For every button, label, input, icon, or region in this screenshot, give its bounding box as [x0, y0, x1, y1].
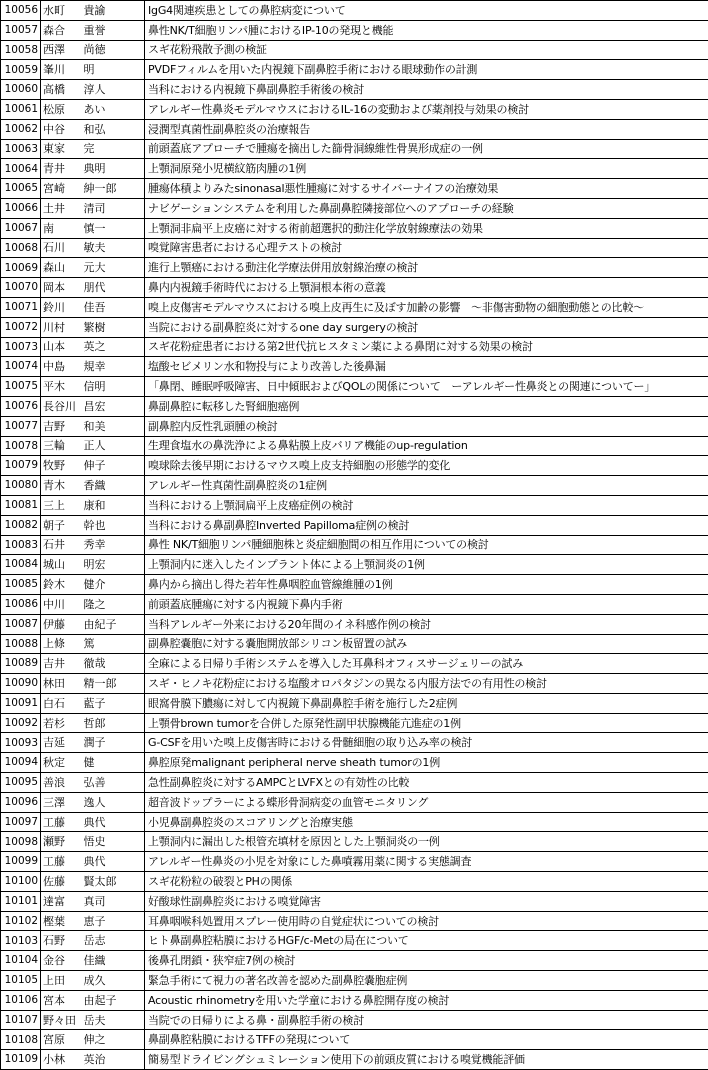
abstract-number: 10095	[1, 773, 41, 793]
author-given-name: 典代	[82, 812, 145, 832]
table-row	[1, 535, 708, 555]
table-row	[1, 99, 708, 119]
abstract-number: 10105	[1, 971, 41, 991]
abstract-number: 10062	[1, 119, 41, 139]
author-family-name: 白石	[41, 693, 82, 713]
table-row	[1, 357, 708, 377]
abstract-number: 10072	[1, 317, 41, 337]
table-row	[1, 971, 708, 991]
abstract-number: 10057	[1, 20, 41, 40]
author-family-name: 吉野	[41, 416, 82, 436]
author-family-name: 高橋	[41, 80, 82, 100]
abstract-title: 当科アレルギー外来における20年間のイネ科感作例の検討	[145, 614, 708, 634]
abstract-title: 鼻副鼻腔粘膜におけるTFFの発現について	[145, 1030, 708, 1050]
abstract-number: 10100	[1, 872, 41, 892]
author-family-name: 三上	[41, 495, 82, 515]
table-row	[1, 594, 708, 614]
abstract-title: 上顎洞原発小児横紋筋肉腫の1例	[145, 159, 708, 179]
abstract-number: 10094	[1, 753, 41, 773]
abstract-number: 10085	[1, 575, 41, 595]
abstract-title: ヒト鼻副鼻腔粘膜におけるHGF/c-Metの局在について	[145, 931, 708, 951]
author-given-name: 香織	[82, 476, 145, 496]
abstract-number: 10077	[1, 416, 41, 436]
abstract-number: 10108	[1, 1030, 41, 1050]
abstract-title: 上顎骨brown tumorを合併した原発性副甲状腺機能亢進症の1例	[145, 713, 708, 733]
author-family-name: 善浪	[41, 773, 82, 793]
abstract-number: 10080	[1, 476, 41, 496]
table-row	[1, 575, 708, 595]
table-row	[1, 990, 708, 1010]
author-given-name: 明宏	[82, 555, 145, 575]
abstract-number: 10082	[1, 515, 41, 535]
table-row	[1, 852, 708, 872]
abstract-number: 10058	[1, 40, 41, 60]
abstract-number: 10088	[1, 634, 41, 654]
author-given-name: 和美	[82, 416, 145, 436]
author-family-name: 東家	[41, 139, 82, 159]
abstract-number: 10059	[1, 60, 41, 80]
author-family-name: 青井	[41, 159, 82, 179]
author-given-name: 賢太郎	[82, 872, 145, 892]
abstract-number: 10090	[1, 674, 41, 694]
author-given-name: あい	[82, 99, 145, 119]
table-row	[1, 654, 708, 674]
author-given-name: 重誉	[82, 20, 145, 40]
abstract-title: IgG4関連疾患としての鼻腔病変について	[145, 1, 708, 21]
author-given-name: 元大	[82, 258, 145, 278]
author-given-name: 佳織	[82, 951, 145, 971]
abstract-title: 鼻副鼻腔に転移した腎細胞癌例	[145, 396, 708, 416]
author-family-name: 朝子	[41, 515, 82, 535]
author-family-name: 青木	[41, 476, 82, 496]
abstract-title: アレルギー性真菌性副鼻腔炎の1症例	[145, 476, 708, 496]
author-family-name: 宮原	[41, 1030, 82, 1050]
author-given-name: 藍子	[82, 693, 145, 713]
author-family-name: 伊藤	[41, 614, 82, 634]
abstract-title: 上顎洞内に迷入したインプラント体による上顎洞炎の1例	[145, 555, 708, 575]
author-given-name: 逸人	[82, 792, 145, 812]
table-row	[1, 495, 708, 515]
abstract-number: 10101	[1, 891, 41, 911]
author-family-name: 川村	[41, 317, 82, 337]
abstract-list-body	[1, 1, 708, 1070]
author-family-name: 松原	[41, 99, 82, 119]
author-given-name: 真司	[82, 891, 145, 911]
author-family-name: 城山	[41, 555, 82, 575]
abstract-title: 鼻内から摘出し得た若年性鼻咽腔血管線維腫の1例	[145, 575, 708, 595]
abstract-title: 嗅球除去後早期におけるマウス嗅上皮支持細胞の形態学的変化	[145, 456, 708, 476]
author-family-name: 南	[41, 218, 82, 238]
table-row	[1, 713, 708, 733]
table-row	[1, 872, 708, 892]
table-row	[1, 258, 708, 278]
abstract-title: 後鼻孔閉鎖・狭窄症7例の検討	[145, 951, 708, 971]
author-family-name: 西澤	[41, 40, 82, 60]
table-row	[1, 396, 708, 416]
abstract-title: 副鼻腔嚢胞に対する嚢胞開放部シリコン板留置の試み	[145, 634, 708, 654]
author-family-name: 宮本	[41, 990, 82, 1010]
abstract-title: スギ花粉症患者における第2世代抗ヒスタミン薬による鼻閉に対する効果の検討	[145, 337, 708, 357]
table-row	[1, 139, 708, 159]
author-given-name: 紳一郎	[82, 179, 145, 199]
table-row	[1, 337, 708, 357]
author-family-name: 上條	[41, 634, 82, 654]
author-given-name: 康和	[82, 495, 145, 515]
abstract-number: 10076	[1, 396, 41, 416]
abstract-title: 副鼻腔内反性乳頭腫の検討	[145, 416, 708, 436]
table-row	[1, 951, 708, 971]
table-row	[1, 60, 708, 80]
table-row	[1, 297, 708, 317]
author-family-name: 吉延	[41, 733, 82, 753]
abstract-title: スギ花粉飛散予測の検証	[145, 40, 708, 60]
author-family-name: 土井	[41, 198, 82, 218]
table-row	[1, 416, 708, 436]
author-given-name: 弘善	[82, 773, 145, 793]
author-given-name: 朋代	[82, 278, 145, 298]
author-given-name: 慎一	[82, 218, 145, 238]
abstract-number: 10098	[1, 832, 41, 852]
author-given-name: 潤子	[82, 733, 145, 753]
author-given-name: 篤	[82, 634, 145, 654]
author-family-name: 吉井	[41, 654, 82, 674]
abstract-number: 10069	[1, 258, 41, 278]
abstract-title: 当科における上顎洞扁平上皮癌症例の検討	[145, 495, 708, 515]
abstract-number: 10079	[1, 456, 41, 476]
abstract-number: 10103	[1, 931, 41, 951]
author-family-name: 水町	[41, 1, 82, 21]
author-given-name: 健	[82, 753, 145, 773]
author-given-name: 繁樹	[82, 317, 145, 337]
author-family-name: 鈴川	[41, 297, 82, 317]
author-given-name: 恵子	[82, 911, 145, 931]
author-family-name: 石野	[41, 931, 82, 951]
abstract-title: Acoustic rhinometryを用いた学童における鼻腔開存度の検討	[145, 990, 708, 1010]
table-row	[1, 515, 708, 535]
table-row	[1, 792, 708, 812]
abstract-number: 10102	[1, 911, 41, 931]
abstract-title: 急性副鼻腔炎に対するAMPCとLVFXとの有効性の比較	[145, 773, 708, 793]
table-row	[1, 1030, 708, 1050]
abstract-number: 10067	[1, 218, 41, 238]
abstract-number: 10065	[1, 179, 41, 199]
author-family-name: 三輪	[41, 436, 82, 456]
abstract-title: 眼窩骨膜下膿瘍に対して内視鏡下鼻副鼻腔手術を施行した2症例	[145, 693, 708, 713]
table-row	[1, 1010, 708, 1030]
table-row	[1, 317, 708, 337]
author-family-name: 森山	[41, 258, 82, 278]
author-given-name: 和弘	[82, 119, 145, 139]
author-family-name: 工藤	[41, 812, 82, 832]
abstract-title: 当院における副鼻腔炎に対するone day surgeryの検討	[145, 317, 708, 337]
abstract-title: 鼻性NK/T細胞リンパ腫におけるIP-10の発現と機能	[145, 20, 708, 40]
abstract-title: 進行上顎癌における動注化学療法併用放射線治療の検討	[145, 258, 708, 278]
abstract-number: 10081	[1, 495, 41, 515]
abstract-title: 鼻性 NK/T細胞リンパ腫細胞株と炎症細胞間の相互作用についての検討	[145, 535, 708, 555]
table-row	[1, 911, 708, 931]
author-given-name: 隆之	[82, 594, 145, 614]
table-row	[1, 555, 708, 575]
table-row	[1, 218, 708, 238]
table-row	[1, 832, 708, 852]
author-family-name: 岡本	[41, 278, 82, 298]
table-row	[1, 753, 708, 773]
author-family-name: 中谷	[41, 119, 82, 139]
author-family-name: 平木	[41, 377, 82, 397]
abstract-number: 10071	[1, 297, 41, 317]
table-row	[1, 891, 708, 911]
abstract-title: 前頭蓋底腫瘍に対する内視鏡下鼻内手術	[145, 594, 708, 614]
abstract-title: スギ・ヒノキ花粉症における塩酸オロパタジンの異なる内服方法での有用性の検討	[145, 674, 708, 694]
author-family-name: 野々田	[41, 1010, 82, 1030]
table-row	[1, 812, 708, 832]
abstract-number: 10060	[1, 80, 41, 100]
author-given-name: 伸之	[82, 1030, 145, 1050]
author-given-name: 英之	[82, 337, 145, 357]
author-family-name: 峯川	[41, 60, 82, 80]
author-given-name: 清司	[82, 198, 145, 218]
abstract-title: 当科における鼻副鼻腔Inverted Papilloma症例の検討	[145, 515, 708, 535]
table-row	[1, 1050, 708, 1070]
table-row	[1, 179, 708, 199]
author-family-name: 達富	[41, 891, 82, 911]
author-given-name: 哲郎	[82, 713, 145, 733]
author-given-name: 信明	[82, 377, 145, 397]
abstract-number: 10070	[1, 278, 41, 298]
author-family-name: 三澤	[41, 792, 82, 812]
abstract-title: 鼻内内視鏡手術時代における上顎洞根本術の意義	[145, 278, 708, 298]
abstract-title: 鼻腔原発malignant peripheral nerve sheath tumorの1例	[145, 753, 708, 773]
author-given-name: 成久	[82, 971, 145, 991]
author-family-name: 鈴木	[41, 575, 82, 595]
author-given-name: 貴諭	[82, 1, 145, 21]
author-given-name: 幹也	[82, 515, 145, 535]
author-family-name: 若杉	[41, 713, 82, 733]
abstract-title: 当科における内視鏡下鼻副鼻腔手術後の検討	[145, 80, 708, 100]
abstract-number: 10061	[1, 99, 41, 119]
author-family-name: 山本	[41, 337, 82, 357]
abstract-number: 10087	[1, 614, 41, 634]
author-given-name: 岳夫	[82, 1010, 145, 1030]
table-row	[1, 733, 708, 753]
abstract-number: 10097	[1, 812, 41, 832]
abstract-number: 10063	[1, 139, 41, 159]
abstract-title: 「鼻閉、睡眠呼吸障害、日中傾眠およびQOLの関係について ーアレルギー性鼻炎との関連についてー」	[145, 377, 708, 397]
abstract-number: 10099	[1, 852, 41, 872]
abstract-title: 嗅上皮傷害モデルマウスにおける嗅上皮再生に及ぼす加齢の影響 ～非傷害動物の細胞動態との比較～	[145, 297, 708, 317]
abstract-number: 10093	[1, 733, 41, 753]
author-family-name: 宮崎	[41, 179, 82, 199]
abstract-title: 好酸球性副鼻腔炎における嗅覚障害	[145, 891, 708, 911]
abstract-number: 10092	[1, 713, 41, 733]
table-row	[1, 693, 708, 713]
table-row	[1, 614, 708, 634]
table-row	[1, 119, 708, 139]
author-family-name: 金谷	[41, 951, 82, 971]
table-row	[1, 377, 708, 397]
abstract-number: 10107	[1, 1010, 41, 1030]
author-given-name: 由紀子	[82, 614, 145, 634]
author-given-name: 正人	[82, 436, 145, 456]
table-row	[1, 931, 708, 951]
author-family-name: 瀬野	[41, 832, 82, 852]
author-family-name: 樫葉	[41, 911, 82, 931]
abstract-title: PVDFフィルムを用いた内視鏡下副鼻腔手術における眼球動作の計測	[145, 60, 708, 80]
table-row	[1, 80, 708, 100]
abstract-number: 10109	[1, 1050, 41, 1070]
author-family-name: 林田	[41, 674, 82, 694]
author-given-name: 淳人	[82, 80, 145, 100]
author-given-name: 典明	[82, 159, 145, 179]
author-given-name: 悟史	[82, 832, 145, 852]
author-given-name: 尚徳	[82, 40, 145, 60]
abstract-title: スギ花粉粒の破裂とPHの関係	[145, 872, 708, 892]
table-row	[1, 436, 708, 456]
abstract-number: 10064	[1, 159, 41, 179]
abstract-number: 10084	[1, 555, 41, 575]
abstract-number: 10106	[1, 990, 41, 1010]
author-given-name: 岳志	[82, 931, 145, 951]
table-row	[1, 456, 708, 476]
author-given-name: 典代	[82, 852, 145, 872]
abstract-number: 10096	[1, 792, 41, 812]
abstract-title: 小児鼻副鼻腔炎のスコアリングと治療実態	[145, 812, 708, 832]
table-row	[1, 1, 708, 21]
author-given-name: 英治	[82, 1050, 145, 1070]
table-row	[1, 159, 708, 179]
author-family-name: 工藤	[41, 852, 82, 872]
author-family-name: 秋定	[41, 753, 82, 773]
author-family-name: 中島	[41, 357, 82, 377]
table-row	[1, 674, 708, 694]
abstract-number: 10066	[1, 198, 41, 218]
author-given-name: 昌宏	[82, 396, 145, 416]
author-family-name: 中川	[41, 594, 82, 614]
author-family-name: 小林	[41, 1050, 82, 1070]
abstract-number: 10056	[1, 1, 41, 21]
abstract-title: 当院での日帰りによる鼻・副鼻腔手術の検討	[145, 1010, 708, 1030]
table-row	[1, 476, 708, 496]
abstract-number: 10073	[1, 337, 41, 357]
abstract-title: アレルギー性鼻炎の小児を対象にした鼻噴霧用薬に関する実態調査	[145, 852, 708, 872]
author-given-name: 由起子	[82, 990, 145, 1010]
table-row	[1, 773, 708, 793]
table-row	[1, 278, 708, 298]
abstract-title: 上顎洞非扁平上皮癌に対する術前超選択的動注化学放射線療法の効果	[145, 218, 708, 238]
abstract-number: 10083	[1, 535, 41, 555]
abstract-number: 10091	[1, 693, 41, 713]
author-given-name: 伸子	[82, 456, 145, 476]
abstract-title: 浸潤型真菌性副鼻腔炎の治療報告	[145, 119, 708, 139]
author-given-name: 精一郎	[82, 674, 145, 694]
author-family-name: 佐藤	[41, 872, 82, 892]
author-family-name: 森合	[41, 20, 82, 40]
author-family-name: 石川	[41, 238, 82, 258]
author-family-name: 牧野	[41, 456, 82, 476]
abstract-number: 10078	[1, 436, 41, 456]
abstract-number: 10089	[1, 654, 41, 674]
abstract-title: 嗅覚障害患者における心理テストの検討	[145, 238, 708, 258]
author-given-name: 徹哉	[82, 654, 145, 674]
author-given-name: 規幸	[82, 357, 145, 377]
abstract-number: 10068	[1, 238, 41, 258]
table-row	[1, 634, 708, 654]
author-family-name: 長谷川	[41, 396, 82, 416]
author-given-name: 明	[82, 60, 145, 80]
abstract-number: 10086	[1, 594, 41, 614]
abstract-title: 超音波ドップラーによる蝶形骨洞病変の血管モニタリング	[145, 792, 708, 812]
abstract-number: 10075	[1, 377, 41, 397]
abstract-title: 全麻による日帰り手術システムを導入した耳鼻科オフィスサージェリーの試み	[145, 654, 708, 674]
abstract-title: アレルギー性鼻炎モデルマウスにおけるIL-16の変動および薬剤投与効果の検討	[145, 99, 708, 119]
abstract-title: 上顎洞内に漏出した根管充填材を原因とした上顎洞炎の一例	[145, 832, 708, 852]
table-row	[1, 238, 708, 258]
author-given-name: 秀幸	[82, 535, 145, 555]
abstract-title: 腫瘍体積よりみたsinonasal悪性腫瘍に対するサイバーナイフの治療効果	[145, 179, 708, 199]
author-given-name: 完	[82, 139, 145, 159]
abstract-number: 10074	[1, 357, 41, 377]
abstract-title: 簡易型ドライビングシュミレーション使用下の前頭皮質における嗅覚機能評価	[145, 1050, 708, 1070]
abstract-title: 生理食塩水の鼻洗浄による鼻粘膜上皮バリア機能のup-regulation	[145, 436, 708, 456]
author-given-name: 佳吾	[82, 297, 145, 317]
abstract-number: 10104	[1, 951, 41, 971]
abstract-title: 前頭蓋底アプローチで腫瘍を摘出した篩骨洞線維性骨異形成症の一例	[145, 139, 708, 159]
author-given-name: 敏夫	[82, 238, 145, 258]
author-family-name: 石井	[41, 535, 82, 555]
abstract-title: ナビゲーションシステムを利用した鼻副鼻腔隣接部位へのアプローチの経験	[145, 198, 708, 218]
abstract-title: 耳鼻咽喉科処置用スプレー使用時の自覚症状についての検討	[145, 911, 708, 931]
abstract-title: 塩酸セビメリン水和物投与により改善した後鼻漏	[145, 357, 708, 377]
abstract-title: 緊急手術にて視力の著名改善を認めた副鼻腔嚢胞症例	[145, 971, 708, 991]
author-given-name: 健介	[82, 575, 145, 595]
author-family-name: 上田	[41, 971, 82, 991]
table-row	[1, 40, 708, 60]
table-row	[1, 20, 708, 40]
table-row	[1, 198, 708, 218]
abstract-title: G-CSFを用いた嗅上皮傷害時における骨髄細胞の取り込み率の検討	[145, 733, 708, 753]
